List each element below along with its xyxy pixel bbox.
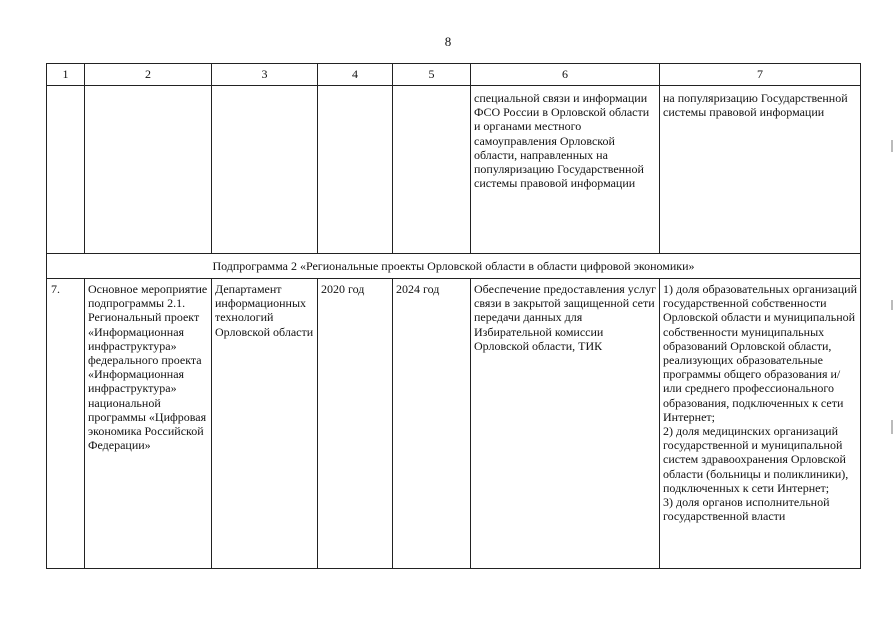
end-year: 2024 год xyxy=(393,279,471,569)
scan-edge-mark xyxy=(891,140,893,152)
expected-result: Обеспечение предоставления услуг связи в закрытой защищенной сети передачи данных для Избирательной комиссии Орловской области, ТИК xyxy=(471,279,660,569)
indicator-item: 3) доля органов исполнительной государственной власти xyxy=(663,495,830,524)
scan-edge-mark xyxy=(891,300,893,310)
header-col-6: 6 xyxy=(471,64,660,86)
continuation-cell-5 xyxy=(393,86,471,254)
continuation-result-text: специальной связи и информации ФСО России в Орловской области и органами местного самоуправления Орловской области, направленных на популяризацию Государственной системы правовой информации xyxy=(471,86,660,254)
continuation-cell-3 xyxy=(212,86,318,254)
header-col-3: 3 xyxy=(212,64,318,86)
indicator-item: 1) доля образовательных организаций государственной собственности Орловской области и муниципальной собственности муниципальных образований Орловской области, реализующих образовательные программы общего образования и/или среднего профессионального образования, подключенных к сети Интернет; xyxy=(663,282,858,424)
subprogram-row xyxy=(47,254,861,279)
header-col-5: 5 xyxy=(393,64,471,86)
subprogram-title: Подпрограмма 2 «Региональные проекты Орловской области в области цифровой экономики» xyxy=(47,254,861,279)
event-name: Основное мероприятие подпрограммы 2.1. Региональный проект «Информационная инфраструктура» федерального проекта «Информационная инфраструктура» национальной программы «Цифровая экономика Российской Федерации» xyxy=(85,279,212,569)
start-year: 2020 год xyxy=(318,279,393,569)
header-col-4: 4 xyxy=(318,64,393,86)
page-number: 8 xyxy=(444,34,452,49)
indicator-item: 2) доля медицинских организаций государственной и муниципальной систем здравоохранения Орловской области (больницы и поликлиники), подключенных к сети Интернет; xyxy=(663,424,849,495)
table-row xyxy=(47,279,861,569)
continuation-indicator-text: на популяризацию Государственной системы правовой информации xyxy=(660,86,861,254)
row-number: 7. xyxy=(47,279,85,569)
program-table xyxy=(46,63,861,569)
header-col-7: 7 xyxy=(660,64,861,86)
header-col-1: 1 xyxy=(47,64,85,86)
continuation-cell-4 xyxy=(318,86,393,254)
executor-name: Департамент информационных технологий Орловской области xyxy=(212,279,318,569)
continuation-cell-2 xyxy=(85,86,212,254)
scan-edge-mark xyxy=(891,420,893,434)
header-col-2: 2 xyxy=(85,64,212,86)
indicators-cell xyxy=(660,279,861,569)
continuation-cell-1 xyxy=(47,86,85,254)
header-row xyxy=(47,64,861,86)
continuation-row xyxy=(47,86,861,254)
